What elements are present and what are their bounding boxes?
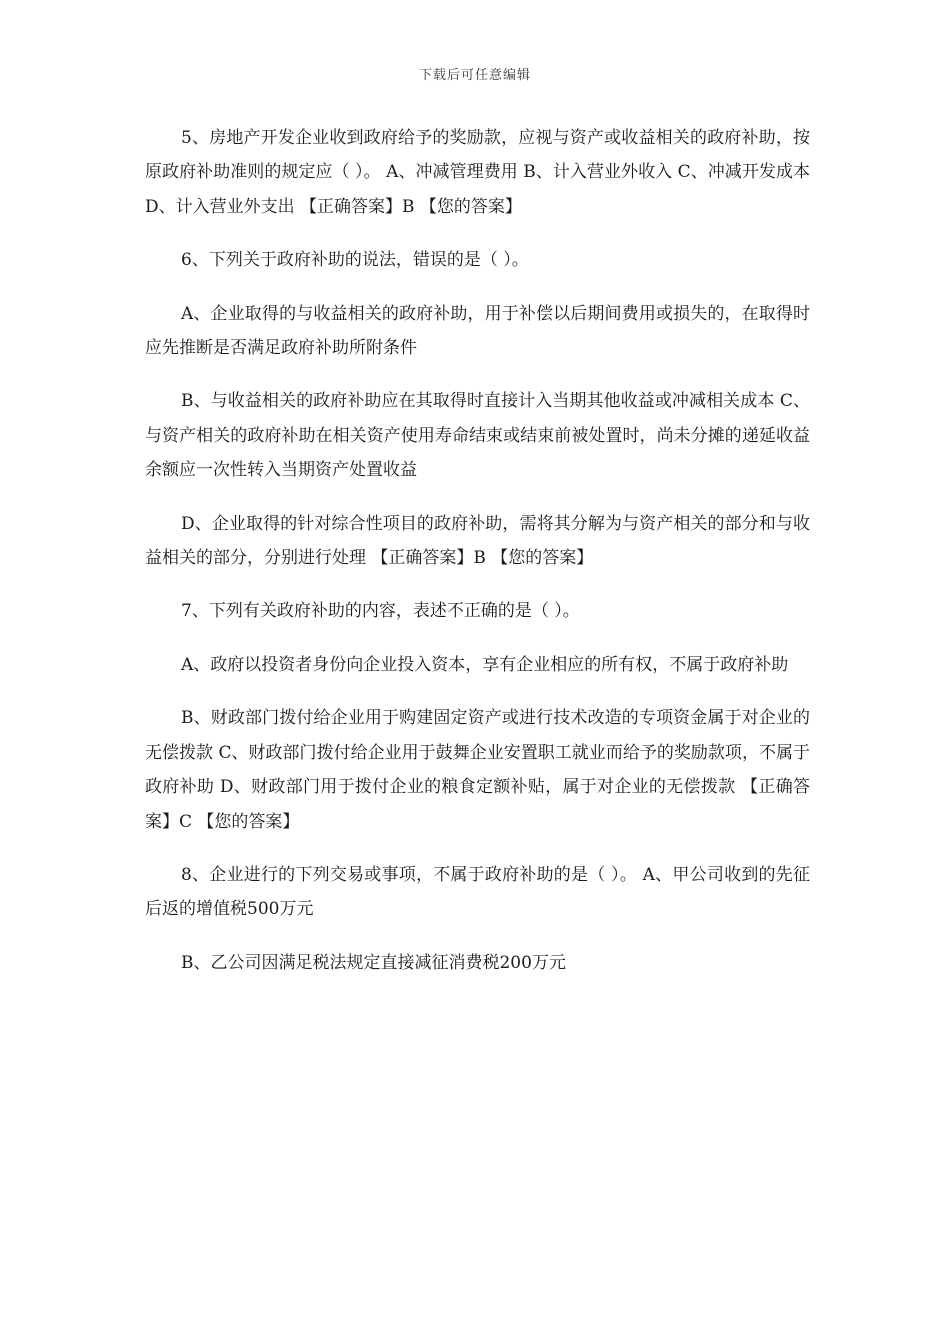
document-body xyxy=(145,121,810,999)
question-7-option-a: A、政府以投资者身份向企业投入资本，享有企业相应的所有权，不属于政府补助 xyxy=(181,654,789,675)
question-7-options-answer: B、财政部门拨付给企业用于购建固定资产或进行技术改造的专项资金属于对企业的无偿拨款 C、财政部门拨付给企业用于鼓舞企业安置职工就业而给予的奖励款项，不属于政府补助 D、财政部门用于拨付企业的粮食定额补贴，属于对企业的无偿拨款 【正确答案】C 【您的答案】 xyxy=(145,708,810,832)
question-7-stem: 7、下列有关政府补助的内容，表述不正确的是（ ）。 xyxy=(181,601,580,622)
question-6-option-b-c: B、与收益相关的政府补助应在其取得时直接计入当期其他收益或冲减相关成本 C、与资产相关的政府补助在相关资产使用寿命结束或结束前被处置时，尚未分摊的递延收益余额应一次性转入当期资产处置收益 xyxy=(145,391,810,481)
question-6-option-a: A、企业取得的与收益相关的政府补助，用于补偿以后期间费用或损失的，在取得时应先推断是否满足政府补助所附条件 xyxy=(145,303,810,359)
question-8-stem-option-a: 8、企业进行的下列交易或事项，不属于政府补助的是（ ）。 A、甲公司收到的先征后返的增值税500万元 xyxy=(145,864,810,920)
page-header: 下载后可任意编辑 xyxy=(418,68,531,83)
question-6-stem: 6、下列关于政府补助的说法，错误的是（ ）。 xyxy=(181,250,529,271)
question-8-option-b: B、乙公司因满足税法规定直接减征消费税200万元 xyxy=(181,952,566,973)
question-5: 5、房地产开发企业收到政府给予的奖励款，应视与资产或收益相关的政府补助，按原政府补助准则的规定应（ ）。 A、冲减管理费用 B、计入营业外收入 C、冲减开发成本 D、计入营业外支出 【正确答案】B 【您的答案】 xyxy=(145,128,810,217)
question-6-option-d-answer: D、企业取得的针对综合性项目的政府补助，需将其分解为与资产相关的部分和与收益相关的部分，分别进行处理 【正确答案】B 【您的答案】 xyxy=(145,513,810,569)
